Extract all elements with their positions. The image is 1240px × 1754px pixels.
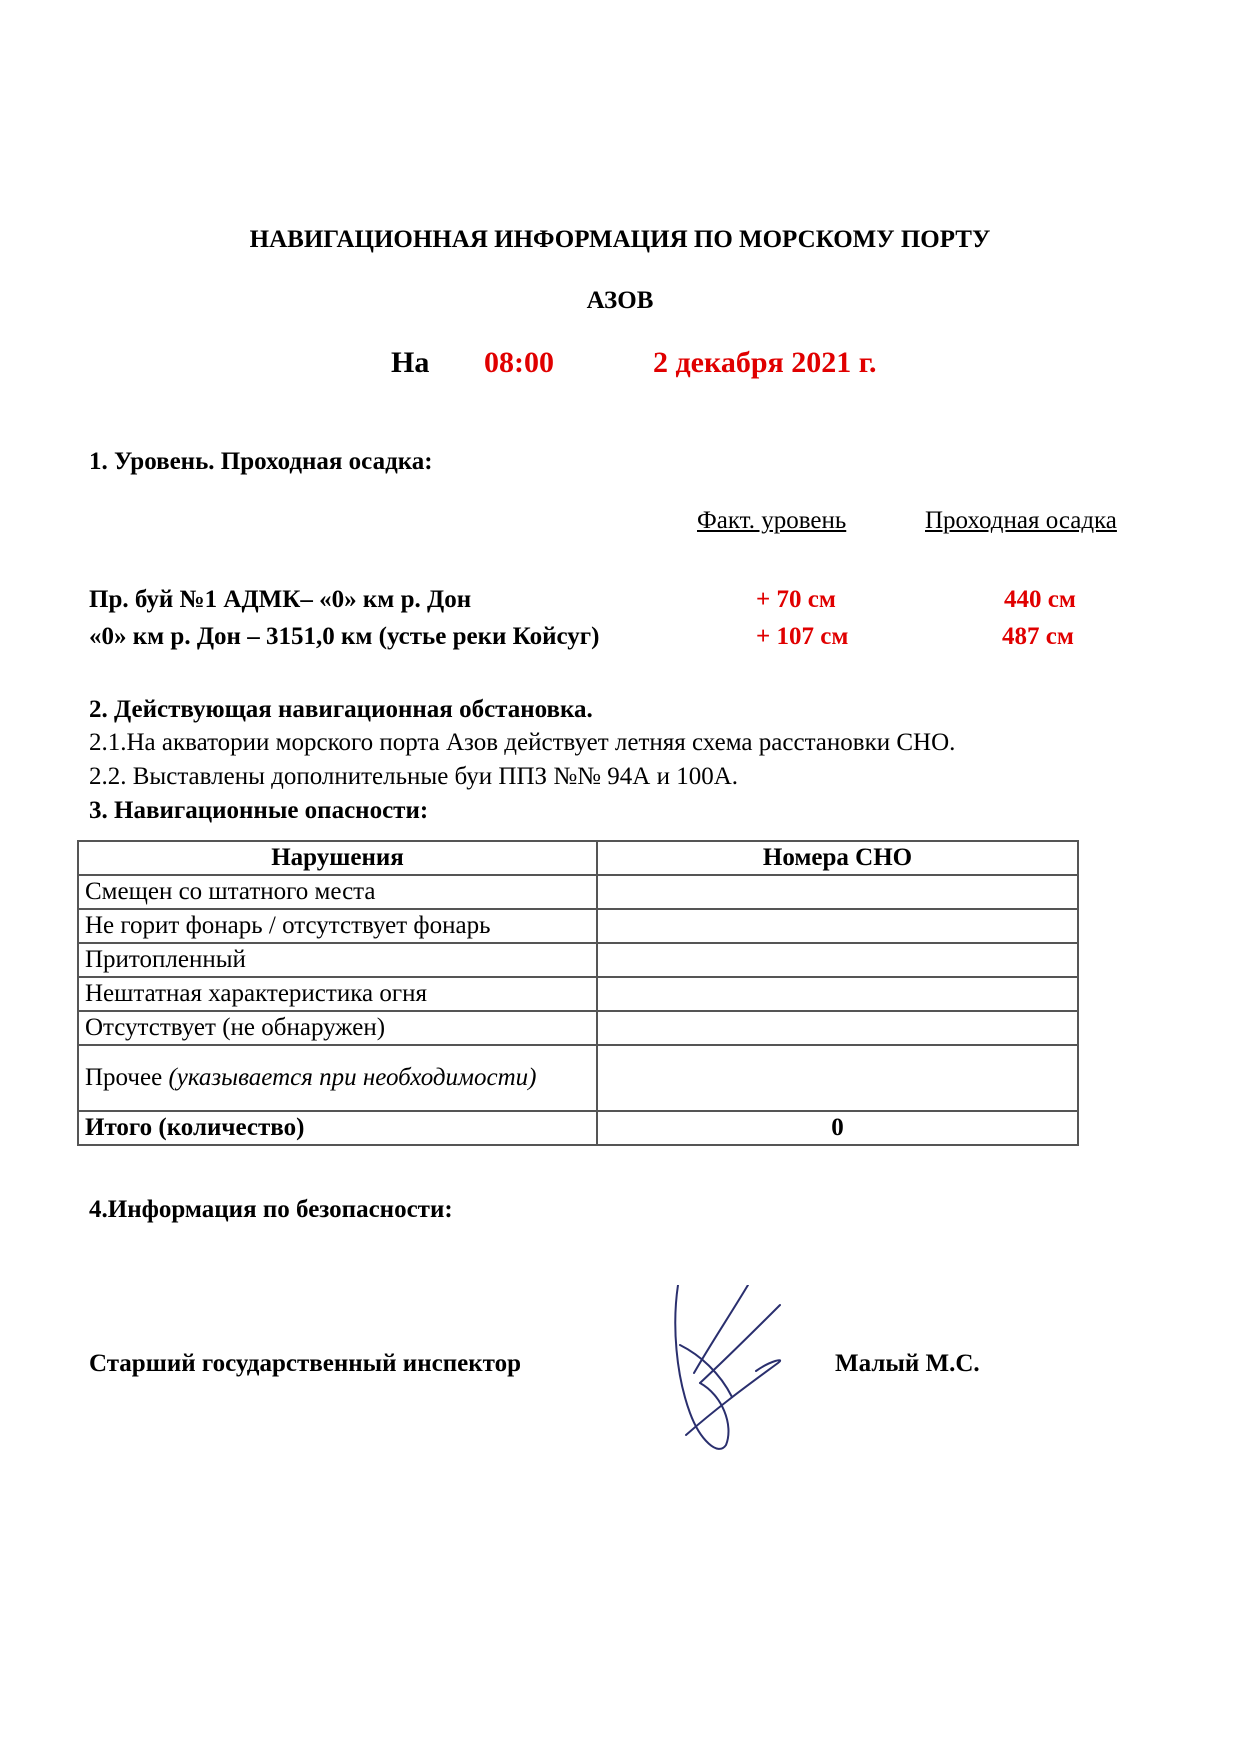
table-total-row bbox=[78, 1111, 1078, 1145]
violation-label: Смещен со штатного места bbox=[78, 875, 597, 909]
inspector-position: Старший государственный инспектор bbox=[89, 1350, 521, 1377]
table-row bbox=[78, 977, 1078, 1011]
aid-numbers-cell bbox=[597, 1011, 1078, 1045]
column-fact-level: Факт. уровень bbox=[697, 507, 847, 534]
report-time: 08:00 bbox=[484, 346, 554, 379]
section-level-heading: 1. Уровень. Проходная осадка: bbox=[89, 448, 433, 475]
column-violations: Нарушения bbox=[78, 841, 597, 875]
situation-paragraph-2: 2.2. Выставлены дополнительные буи ППЗ №№ 94А и 100А. bbox=[89, 763, 739, 790]
aid-numbers-cell bbox=[597, 1045, 1078, 1111]
total-value: 0 bbox=[597, 1111, 1078, 1145]
violation-other-cell bbox=[78, 1045, 597, 1111]
aid-numbers-cell bbox=[597, 943, 1078, 977]
section-safety-heading: 4.Информация по безопасности: bbox=[89, 1196, 453, 1223]
total-label: Итого (количество) bbox=[78, 1111, 597, 1145]
document-title: НАВИГАЦИОННАЯ ИНФОРМАЦИЯ ПО МОРСКОМУ ПОРТУ bbox=[249, 226, 991, 253]
port-name: АЗОВ bbox=[586, 287, 654, 314]
table-row bbox=[78, 909, 1078, 943]
section-hazards-heading: 3. Навигационные опасности: bbox=[89, 797, 429, 824]
inspector-name: Малый М.С. bbox=[835, 1350, 980, 1377]
situation-paragraph-1: 2.1.На акватории морского порта Азов действует летняя схема расстановки СНО. bbox=[89, 729, 956, 756]
table-header-row bbox=[78, 841, 1078, 875]
on-label: На bbox=[391, 346, 430, 379]
violation-other-note: (указывается при необходимости) bbox=[168, 1064, 537, 1091]
table-row bbox=[78, 875, 1078, 909]
level-row-place: «0» км р. Дон – 3151,0 км (устье реки Койсуг) bbox=[89, 623, 600, 650]
hazards-table bbox=[77, 840, 1079, 1146]
level-row-place: Пр. буй №1 АДМК– «0» км р. Дон bbox=[89, 586, 472, 613]
aid-numbers-cell bbox=[597, 875, 1078, 909]
table-row bbox=[78, 1011, 1078, 1045]
aid-numbers-cell bbox=[597, 977, 1078, 1011]
column-aid-numbers: Номера СНО bbox=[597, 841, 1078, 875]
violation-label: Нештатная характеристика огня bbox=[78, 977, 597, 1011]
level-row-draft: 487 см bbox=[1002, 623, 1074, 650]
aid-numbers-cell bbox=[597, 909, 1078, 943]
level-row-level: + 107 см bbox=[756, 623, 849, 650]
violation-label: Отсутствует (не обнаружен) bbox=[78, 1011, 597, 1045]
section-situation-heading: 2. Действующая навигационная обстановка. bbox=[89, 696, 593, 723]
table-row-other bbox=[78, 1045, 1078, 1111]
violation-other-label: Прочее bbox=[85, 1064, 163, 1091]
violation-label: Притопленный bbox=[78, 943, 597, 977]
report-date: 2 декабря 2021 г. bbox=[653, 346, 877, 379]
violation-label: Не горит фонарь / отсутствует фонарь bbox=[78, 909, 597, 943]
signature bbox=[660, 1285, 800, 1460]
table-row bbox=[78, 943, 1078, 977]
column-passing-draft: Проходная осадка bbox=[925, 507, 1117, 534]
level-row-level: + 70 см bbox=[756, 586, 836, 613]
level-row-draft: 440 см bbox=[1004, 586, 1076, 613]
